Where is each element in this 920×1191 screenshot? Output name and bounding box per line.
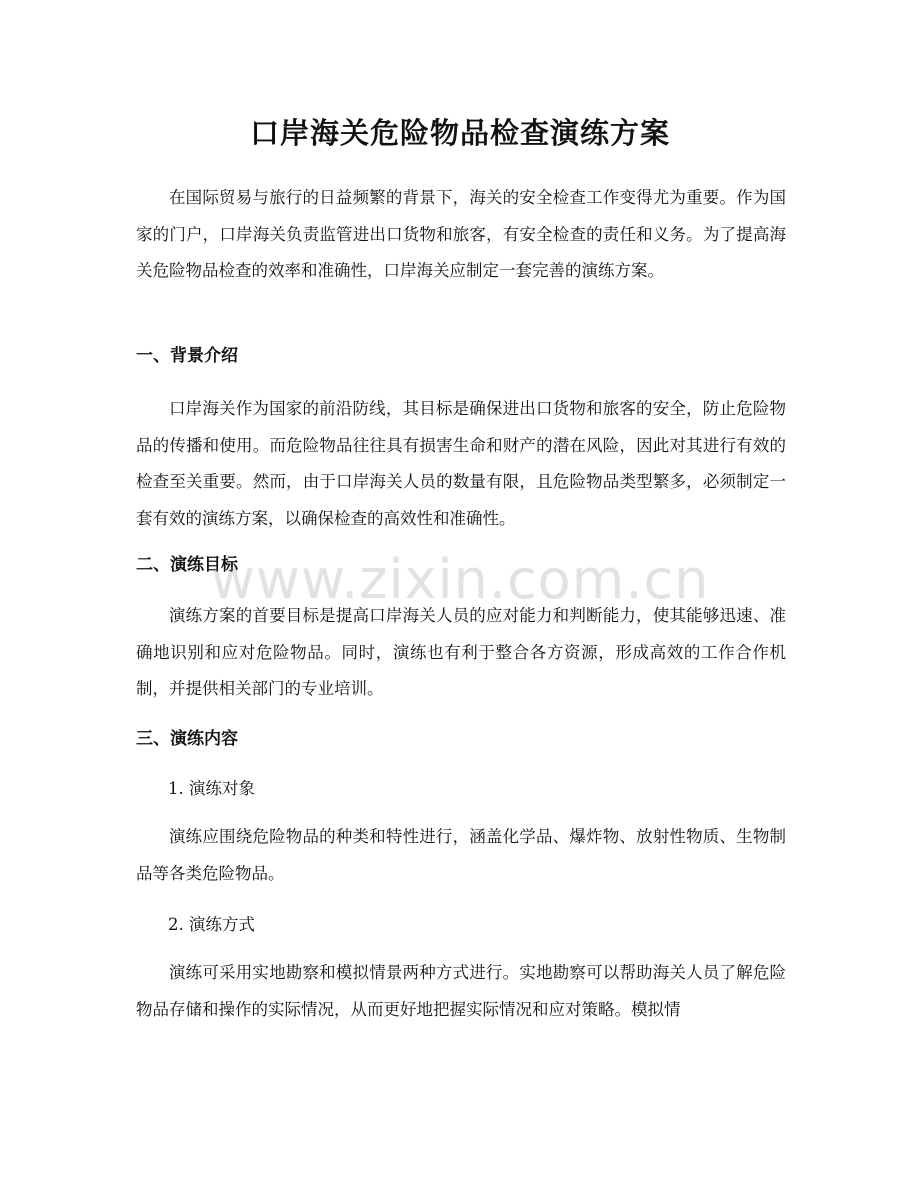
intro-paragraph: 在国际贸易与旅行的日益频繁的背景下，海关的安全检查工作变得尤为重要。作为国家的门户，口岸海关负责监管进出口货物和旅客，有安全检查的责任和义务。为了提高海关危险物品检查的效率和准确性，口岸海关应制定一套完善的演练方案。 xyxy=(136,188,786,281)
subsection-paragraph-methods: 演练可采用实地勘察和模拟情景两种方式进行。实地勘察可以帮助海关人员了解危险物品存储和操作的实际情况，从而更好地把握实际情况和应对策略。模拟情 xyxy=(136,963,786,1019)
section-heading-content: 三、演练内容 xyxy=(136,729,238,749)
section-paragraph-background: 口岸海关作为国家的前沿防线，其目标是确保进出口货物和旅客的安全，防止危险物品的传播和使用。而危险物品往往具有损害生命和财产的潜在风险，因此对其进行有效的检查至关重要。然而，由于口岸海关人员的数量有限，且危险物品类型繁多，必须制定一套有效的演练方案，以确保检查的高效性和准确性。 xyxy=(136,399,786,528)
document-title: 口岸海关危险物品检查演练方案 xyxy=(249,116,670,150)
section-heading-goals: 二、演练目标 xyxy=(136,555,238,575)
section-heading-background: 一、背景介绍 xyxy=(136,346,238,366)
subsection-label-methods: 2. 演练方式 xyxy=(168,915,255,934)
subsection-paragraph-targets: 演练应围绕危险物品的种类和特性进行，涵盖化学品、爆炸物、放射性物质、生物制品等各类危险物品。 xyxy=(136,827,786,883)
subsection-label-targets: 1. 演练对象 xyxy=(168,779,255,798)
watermark-text: www.zixin.com.cn xyxy=(210,548,710,611)
section-paragraph-goals: 演练方案的首要目标是提高口岸海关人员的应对能力和判断能力，使其能够迅速、准确地识别和应对危险物品。同时，演练也有利于整合各方资源，形成高效的工作合作机制，并提供相关部门的专业培训。 xyxy=(136,606,786,699)
